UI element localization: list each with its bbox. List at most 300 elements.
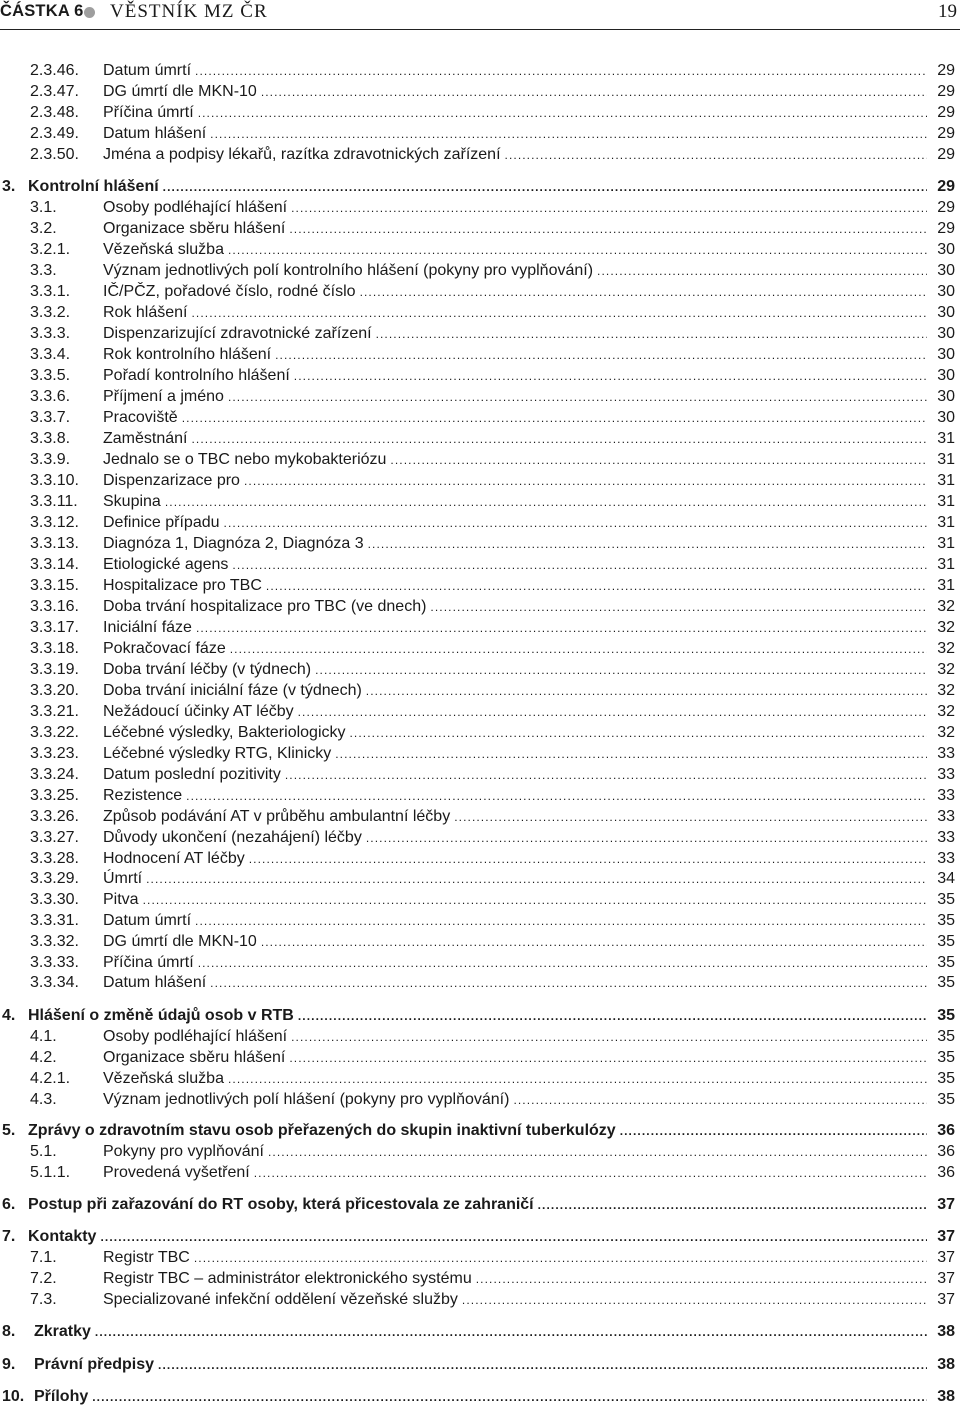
toc-row [2,1227,955,1247]
toc-page: 32 [937,661,955,678]
toc-title: Vězeňská služba [103,1070,224,1087]
toc-number: 7.2. [30,1270,57,1287]
toc-number: 4.2. [30,1049,57,1066]
toc-page: 36 [937,1164,955,1181]
dot-leader [210,124,927,144]
toc-row [30,124,955,144]
dot-leader [620,1121,927,1141]
dot-leader [244,471,927,491]
toc-title: Hlášení o změně údajů osob v RTB [28,1007,294,1024]
toc-title: Datum hlášení [103,125,207,142]
toc-page: 31 [937,535,955,552]
toc-page: 31 [937,472,955,489]
toc-page: 35 [937,974,955,991]
toc-number: 3.3. [30,262,57,279]
dot-leader [191,429,927,449]
toc-title: Registr TBC – administrátor elektronického systému [103,1270,472,1287]
toc-number: 3.3.19. [30,661,79,678]
toc-number: 9. [2,1356,16,1373]
toc-page: 30 [937,409,955,426]
toc-row [30,973,955,993]
toc-title: Pořadí kontrolního hlášení [103,367,290,384]
toc-page: 31 [937,430,955,447]
toc-row [30,807,955,827]
toc-row [30,702,955,722]
toc-number: 3.3.6. [30,388,71,405]
toc-row [30,660,955,680]
toc-row [30,429,955,449]
toc-page: 30 [937,283,955,300]
toc-title: Příjmení a jméno [103,388,224,405]
toc-title: Kontrolní hlášení [28,178,159,195]
toc-number: 3.1. [30,199,57,216]
toc-number: 3.3.27. [30,829,79,846]
toc-title: Rok kontrolního hlášení [103,346,272,363]
toc-page: 35 [937,954,955,971]
dot-leader [232,555,927,575]
toc-title: Pitva [103,891,139,908]
toc-row [30,1048,955,1068]
toc-page: 30 [937,388,955,405]
dot-leader [289,219,927,239]
toc-row [30,576,955,596]
toc-number: 2.3.46. [30,62,79,79]
toc-title: Příčina úmrtí [103,954,194,971]
dot-leader [194,1248,927,1268]
toc-title: Doba trvání hospitalizace pro TBC (ve dnech) [103,598,427,615]
toc-title: Způsob podávání AT v průběhu ambulantní léčby [103,808,451,825]
toc-title: Registr TBC [103,1249,190,1266]
toc-title: Význam jednotlivých polí hlášení (pokyny pro vyplňování) [103,1091,510,1108]
toc-number: 3.3.11. [30,493,78,510]
toc-page: 35 [937,912,955,929]
toc-title: Pokračovací fáze [103,640,226,657]
dot-leader [254,1163,927,1183]
dot-leader [597,261,927,281]
dot-leader [210,973,927,993]
toc-number: 3.3.15. [30,577,79,594]
toc-page: 37 [937,1228,955,1245]
toc-title: Zkratky [34,1323,91,1340]
toc-page: 37 [937,1270,955,1287]
toc-page: 29 [937,178,955,195]
toc-page: 35 [937,933,955,950]
toc-page: 35 [937,1028,955,1045]
dot-leader [285,765,927,785]
toc-number: 3.3.28. [30,850,79,867]
toc-title: Důvody ukončení (nezahájení) léčby [103,829,362,846]
toc-number: 3. [2,178,16,195]
dot-leader [198,103,927,123]
toc-number: 3.3.24. [30,766,79,783]
toc-title: Význam jednotlivých polí kontrolního hlášení (pokyny pro vyplňování) [103,262,594,279]
toc-row [30,1290,955,1310]
dot-leader [350,723,928,743]
dot-leader [249,849,927,869]
toc-row [30,1142,955,1162]
toc-number: 3.3.18. [30,640,79,657]
dot-leader [196,618,927,638]
toc-title: Právní předpisy [34,1356,155,1373]
toc-row [2,1387,955,1407]
toc-title: Datum úmrtí [103,62,192,79]
toc-number: 6. [2,1196,16,1213]
toc-number: 3.3.7. [30,409,71,426]
toc-page: 37 [937,1196,955,1213]
toc-page: 30 [937,241,955,258]
toc-number: 3.3.10. [30,472,79,489]
toc-page: 33 [937,829,955,846]
toc-page: 30 [937,346,955,363]
journal-title: VĚSTNÍK MZ ČR [110,1,268,22]
dot-leader [165,492,927,512]
toc-title: Specializované infekční oddělení vězeňské služby [103,1291,458,1308]
toc-title: Doba trvání léčby (v týdnech) [103,661,312,678]
toc-number: 2.3.47. [30,83,79,100]
toc-title: Pracoviště [103,409,178,426]
toc-title: Úmrtí [103,870,143,887]
toc-row [30,492,955,512]
toc-row [30,261,955,281]
toc-number: 7.3. [30,1291,57,1308]
toc-page: 37 [937,1249,955,1266]
toc-number: 2.3.48. [30,104,79,121]
toc-page: 29 [937,146,955,163]
dot-leader [268,1142,927,1162]
toc-row [30,932,955,952]
toc-title: Organizace sběru hlášení [103,220,286,237]
toc-number: 3.3.1. [30,283,71,300]
toc-page: 32 [937,640,955,657]
toc-row [30,198,955,218]
toc-title: Rok hlášení [103,304,188,321]
toc-number: 3.3.5. [30,367,71,384]
toc-number: 3.3.23. [30,745,79,762]
toc-title: Hospitalizace pro TBC [103,577,262,594]
toc-row [30,1090,955,1110]
dot-leader [390,450,927,470]
dot-leader [195,911,927,931]
toc-row [30,597,955,617]
toc-row [2,1121,955,1141]
toc-number: 3.3.3. [30,325,71,342]
toc-row [30,555,955,575]
toc-title: IČ/PČZ, pořadové číslo, rodné číslo [103,283,356,300]
toc-page: 33 [937,808,955,825]
toc-number: 3.3.13. [30,535,79,552]
dot-leader [368,534,927,554]
toc-number: 5.1. [30,1143,57,1160]
toc-title: Provedená vyšetření [103,1164,250,1181]
toc-page: 31 [937,577,955,594]
toc-row [30,828,955,848]
dot-leader [298,1006,927,1026]
dot-leader [462,1290,927,1310]
toc-number: 3.3.31. [30,912,79,929]
toc-number: 4.2.1. [30,1070,71,1087]
toc-page: 33 [937,850,955,867]
toc-number: 4.1. [30,1028,57,1045]
dot-leader [195,61,927,81]
toc-page: 37 [937,1291,955,1308]
dot-leader [163,177,927,197]
toc-title: Postup při zařazování do RT osoby, která přicestovala ze zahraničí [28,1196,534,1213]
toc-page: 35 [937,1007,955,1024]
toc-number: 4. [2,1007,16,1024]
toc-title: Datum poslední pozitivity [103,766,281,783]
dot-leader [182,408,927,428]
dot-leader [146,869,927,889]
toc-title: Hodnocení AT léčby [103,850,245,867]
dot-leader [228,1069,927,1089]
toc-number: 3.3.29. [30,870,79,887]
dot-leader [376,324,927,344]
toc-title: Osoby podléhající hlášení [103,1028,288,1045]
toc-number: 3.3.25. [30,787,79,804]
toc-number: 3.2.1. [30,241,71,258]
dot-leader [230,639,927,659]
toc-page: 38 [937,1356,955,1373]
toc-row [30,471,955,491]
toc-page: 33 [937,766,955,783]
toc-number: 7. [2,1228,16,1245]
toc-page: 31 [937,451,955,468]
toc-page: 32 [937,703,955,720]
toc-row [30,219,955,239]
toc-number: 3.3.4. [30,346,71,363]
toc-row [30,282,955,302]
dot-leader [454,807,927,827]
dot-leader [261,932,927,952]
toc-page: 32 [937,682,955,699]
toc-row [2,1355,955,1375]
toc-title: DG úmrtí dle MKN-10 [103,933,257,950]
toc-number: 3.2. [30,220,57,237]
toc-page: 36 [937,1122,955,1139]
toc-row [30,1069,955,1089]
toc-title: Jména a podpisy lékařů, razítka zdravotnických zařízení [103,146,501,163]
toc-page: 30 [937,262,955,279]
toc-row [30,1163,955,1183]
dot-leader [100,1227,927,1247]
toc-number: 3.3.22. [30,724,79,741]
toc-row [30,534,955,554]
toc-page: 32 [937,598,955,615]
toc-title: Datum hlášení [103,974,207,991]
dot-leader [294,366,927,386]
toc-title: Definice případu [103,514,220,531]
toc-title: Pokyny pro vyplňování [103,1143,264,1160]
dot-leader [158,1355,927,1375]
dot-leader [266,576,927,596]
toc-number: 3.3.17. [30,619,79,636]
toc-page: 29 [937,220,955,237]
toc-page: 33 [937,787,955,804]
toc-title: Zprávy o zdravotním stavu osob přeřazených do skupin inaktivní tuberkulózy [28,1122,616,1139]
dot-leader [291,1027,927,1047]
toc-title: Přílohy [34,1388,89,1405]
dot-leader [198,953,927,973]
toc-row [30,1027,955,1047]
toc-number: 3.3.26. [30,808,79,825]
toc-page: 38 [937,1323,955,1340]
toc-number: 2.3.49. [30,125,79,142]
toc-title: Osoby podléhající hlášení [103,199,288,216]
toc-page: 29 [937,104,955,121]
dot-leader [360,282,927,302]
dot-leader [430,597,927,617]
dot-leader [224,513,927,533]
dot-leader [538,1195,927,1215]
toc-number: 7.1. [30,1249,57,1266]
toc-page: 32 [937,619,955,636]
toc-row [30,513,955,533]
toc-row [30,82,955,102]
dot-leader [366,681,927,701]
dot-leader [315,660,927,680]
toc-row [2,1322,955,1342]
toc-page: 35 [937,1049,955,1066]
toc-title: DG úmrtí dle MKN-10 [103,83,257,100]
toc-number: 3.3.9. [30,451,71,468]
toc-number: 3.3.20. [30,682,79,699]
toc-row [30,387,955,407]
toc-title: Jednalo se o TBC nebo mykobakteriózu [103,451,387,468]
toc-number: 3.3.33. [30,954,79,971]
dot-leader [192,303,928,323]
toc-title: Doba trvání iniciální fáze (v týdnech) [103,682,362,699]
toc-row [30,145,955,165]
toc-row [30,366,955,386]
toc-title: Rezistence [103,787,183,804]
toc-number: 3.3.2. [30,304,71,321]
toc-row [30,303,955,323]
issue-label: ČÁSTKA 6 [0,2,84,20]
toc-title: Dispenzarizace pro [103,472,240,489]
dot-leader [298,702,927,722]
toc-number: 3.3.34. [30,974,79,991]
toc-page: 30 [937,325,955,342]
dot-leader [92,1387,927,1407]
dot-leader [476,1269,927,1289]
toc-row [30,911,955,931]
toc-row [30,869,955,889]
toc-page: 35 [937,1091,955,1108]
toc-number: 3.3.12. [30,514,79,531]
toc-title: Diagnóza 1, Diagnóza 2, Diagnóza 3 [103,535,364,552]
dot-leader [228,387,927,407]
toc-number: 4.3. [30,1091,57,1108]
toc-title: Kontakty [28,1228,97,1245]
toc-page: 38 [937,1388,955,1405]
toc-title: Příčina úmrtí [103,104,194,121]
toc-page: 35 [937,1070,955,1087]
dot-leader [275,345,927,365]
toc-page: 29 [937,199,955,216]
dot-leader [513,1090,927,1110]
dot-leader [186,786,927,806]
toc-number: 8. [2,1323,16,1340]
toc-title: Léčebné výsledky, Bakteriologicky [103,724,346,741]
toc-page: 33 [937,745,955,762]
toc-number: 3.3.21. [30,703,79,720]
toc-row [30,765,955,785]
dot-leader [335,744,927,764]
toc-row [30,681,955,701]
toc-row [2,177,955,197]
toc-title: Etiologické agens [103,556,229,573]
toc-page: 32 [937,724,955,741]
toc-title: Dispenzarizující zdravotnické zařízení [103,325,372,342]
dot-leader [228,240,927,260]
toc-row [30,450,955,470]
toc-row [30,1269,955,1289]
toc-row [30,953,955,973]
toc-row [30,103,955,123]
toc-number: 5.1.1. [30,1164,71,1181]
toc-page: 29 [937,62,955,79]
toc-page: 29 [937,125,955,142]
toc-page: 35 [937,891,955,908]
dot-leader [261,82,927,102]
dot-leader [505,145,927,165]
toc-row [30,61,955,81]
toc-row [30,639,955,659]
toc-row [30,890,955,910]
toc-row [30,1248,955,1268]
toc-row [30,849,955,869]
dot-leader [95,1322,927,1342]
toc-title: Vězeňská služba [103,241,224,258]
toc-number: 10. [2,1388,25,1405]
toc-title: Iniciální fáze [103,619,192,636]
toc-row [30,618,955,638]
toc-title: Nežádoucí účinky AT léčby [103,703,294,720]
toc-row [30,786,955,806]
toc-row [30,324,955,344]
toc-row [2,1006,955,1026]
dot-leader [289,1048,927,1068]
toc-page: 31 [937,493,955,510]
toc-number: 5. [2,1122,16,1139]
toc-title: Zaměstnání [103,430,188,447]
toc-page: 31 [937,556,955,573]
toc-row [30,240,955,260]
toc-page: 30 [937,304,955,321]
toc-row [30,345,955,365]
toc-number: 3.3.16. [30,598,79,615]
dot-leader [366,828,927,848]
toc-page: 36 [937,1143,955,1160]
toc-row [30,723,955,743]
toc-number: 2.3.50. [30,146,79,163]
toc-page: 34 [937,870,955,887]
toc-page: 30 [937,367,955,384]
dot-leader [291,198,927,218]
toc-title: Léčebné výsledky RTG, Klinicky [103,745,332,762]
toc-row [2,1195,955,1215]
toc-title: Organizace sběru hlášení [103,1049,286,1066]
toc-title: Skupina [103,493,161,510]
toc-page: 31 [937,514,955,531]
toc-row [30,408,955,428]
toc-number: 3.3.8. [30,430,71,447]
dot-leader [143,890,927,910]
toc-page: 29 [937,83,955,100]
page-number: 19 [938,1,957,22]
toc-row [30,744,955,764]
toc-number: 3.3.30. [30,891,79,908]
